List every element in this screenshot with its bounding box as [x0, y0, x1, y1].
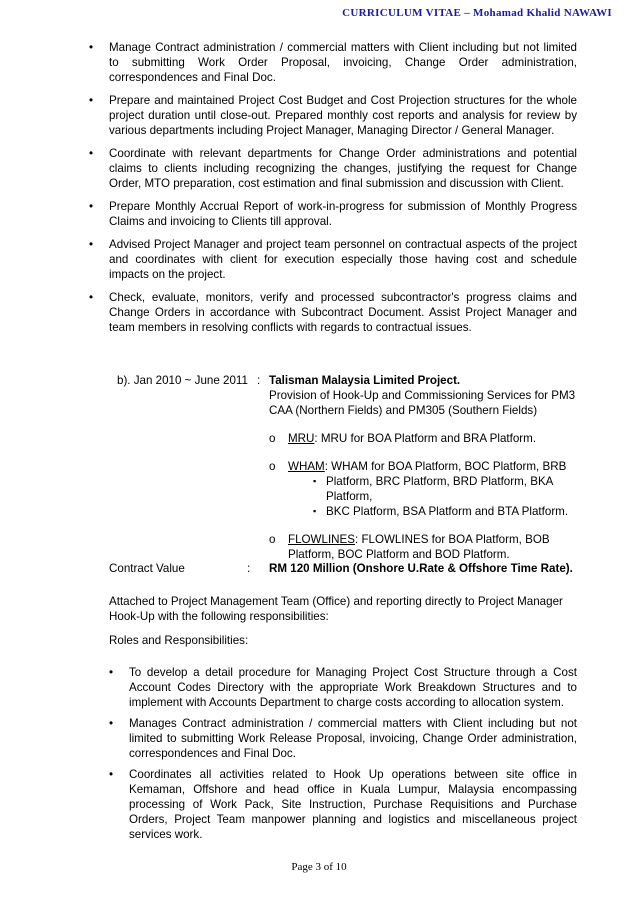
list-item: [89, 146, 577, 191]
flowlines-label: FLOWLINES: [288, 533, 355, 546]
bullet-icon: •: [89, 94, 94, 107]
running-header: CURRICULUM VITAE – Mohamad Khalid NAWAWI: [342, 7, 612, 19]
list-item: [109, 716, 577, 761]
list-item-text: Coordinate with relevant departments for Change Order administrations and potential claims to clients including recognizing the changes, justifying the request for Change Order, MTO preparation, cost estimation and final submission and discussion with Client.: [109, 147, 577, 190]
project-details: [269, 373, 587, 562]
list-item-text: Manage Contract administration / commercial matters with Client including but not limited to submitting Work Order Proposal, invoicing, Change Order administration, correspondences and Final Doc.: [109, 41, 577, 84]
period-dates: b). Jan 2010 ~ June 2011: [117, 374, 248, 387]
wham-label: WHAM: [288, 460, 325, 473]
list-item: [313, 504, 587, 519]
list-item-text: Platform, BRC Platform, BRD Platform, BKA Platform,: [326, 475, 553, 503]
wham-text: : WHAM for BOA Platform, BOC Platform, BRB: [324, 460, 567, 473]
list-item: [89, 40, 577, 85]
list-item: [89, 290, 577, 335]
contract-value-colon: :: [247, 562, 251, 575]
bullet-icon: •: [109, 717, 114, 730]
bullet-icon: •: [89, 291, 94, 304]
square-bullet-icon: ▪: [313, 506, 317, 516]
mru-label: MRU: [288, 432, 315, 445]
sub-item-flowlines: [269, 532, 587, 562]
list-item: [89, 237, 577, 282]
list-item-text: Check, evaluate, monitors, verify and processed subcontractor's progress claims and Change Orders in accordance with Subcontract Document. Assist Project Manager and team members in resolving conflicts with regards to contractual issues.: [109, 291, 577, 334]
list-item-text: BKC Platform, BSA Platform and BTA Platform.: [326, 505, 569, 518]
list-item-text: Coordinates all activities related to Hook Up operations between site office in Kemaman, Offshore and head office in Kuala Lumpur, Malaysia encompassing processing of Work Pack, Site Instruction, Purchase Requisitions and Purchase Orders, Project Team manpower planning and logistics and miscellaneous project services work.: [129, 768, 577, 841]
list-item: [89, 93, 577, 138]
reporting-paragraph: Attached to Project Management Team (Office) and reporting directly to Project Manager Hook-Up with the following responsibilities:: [109, 595, 563, 623]
bullet-icon: •: [89, 238, 94, 251]
list-item: [109, 665, 577, 710]
list-item: [313, 474, 587, 504]
bullet-icon: •: [89, 200, 94, 213]
list-item: [109, 767, 577, 842]
square-bullet-icon: ▪: [313, 476, 317, 486]
mru-text: : MRU for BOA Platform and BRA Platform.: [314, 432, 537, 445]
roles-heading: Roles and Responsibilities:: [109, 634, 249, 647]
contract-value: RM 120 Million (Onshore U.Rate & Offshore Time Rate).: [269, 562, 573, 575]
list-item-text: To develop a detail procedure for Managing Project Cost Structure through a Cost Account Codes Directory with the appropriate Work Breakdown Structures and to implement with Accounts Department to charge costs according to allocation system.: [129, 666, 577, 709]
circle-bullet-icon: o: [269, 460, 276, 473]
circle-bullet-icon: o: [269, 432, 276, 445]
contract-value-label: Contract Value: [109, 562, 185, 575]
list-item-text: Manages Contract administration / commercial matters with Client including but not limited to submitting Work Release Proposal, invoicing, Change Order administration, correspondences and Final Doc.: [129, 717, 577, 760]
sub-item-wham: [269, 459, 587, 519]
project-description: Provision of Hook-Up and Commissioning Services for PM3 CAA (Northern Fields) and PM305 (Southern Fields): [269, 389, 576, 417]
bullet-icon: •: [109, 768, 114, 781]
flowlines-text: : FLOWLINES for BOA Platform, BOB Platform, BOC Platform and BOD Platform.: [288, 533, 550, 561]
page-number: Page 3 of 10: [291, 861, 347, 873]
list-item-text: Advised Project Manager and project team personnel on contractual aspects of the project and coordinates with client for execution especially those having cost and schedule impacts on the project.: [109, 238, 577, 281]
bullet-icon: •: [109, 666, 114, 679]
wham-platform-list: [288, 474, 587, 519]
project-title: Talisman Malaysia Limited Project.: [269, 374, 461, 387]
roles-list: [109, 665, 577, 848]
bullet-icon: •: [89, 147, 94, 160]
list-item-text: Prepare Monthly Accrual Report of work-in-progress for submission of Monthly Progress Claims and invoicing to Clients till approval.: [109, 200, 577, 228]
responsibility-list: [89, 40, 577, 343]
period-colon: :: [257, 374, 261, 387]
list-item: [89, 199, 577, 229]
circle-bullet-icon: o: [269, 533, 276, 546]
bullet-icon: •: [89, 41, 94, 54]
list-item-text: Prepare and maintained Project Cost Budget and Cost Projection structures for the whole project duration until close-out. Prepared monthly cost reports and analysis for review by various departments including Project Manager, Managing Director / General Manager.: [109, 94, 577, 137]
sub-item-mru: [269, 431, 587, 446]
